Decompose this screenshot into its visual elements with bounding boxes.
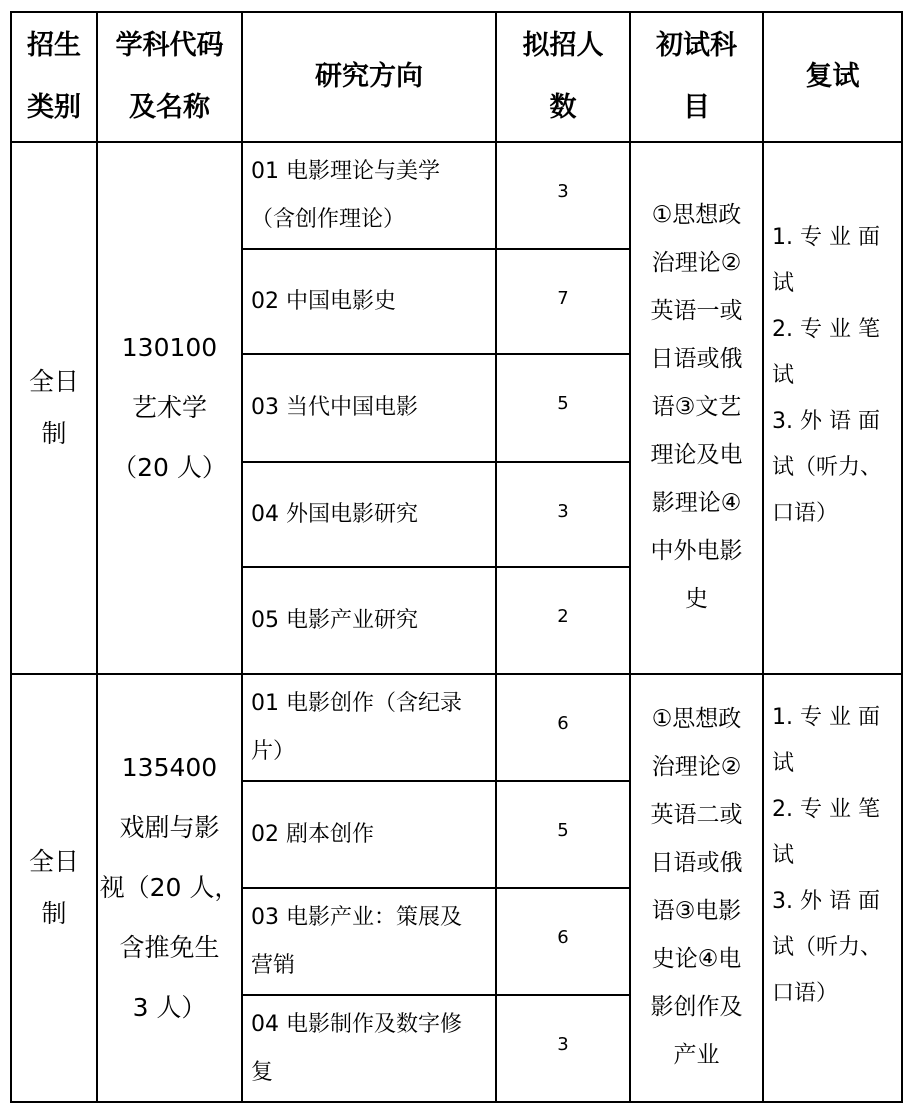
table-row <box>11 142 902 249</box>
direction-cell: 04 外国电影研究 <box>242 462 496 567</box>
exam-subjects-cell: ①思想政 治理论② 英语一或 日语或俄 语③文艺 理论及电 影理论④ 中外电影 史 <box>630 142 763 674</box>
code-name-cell: 135400 戏剧与影 视（20 人， 含推免生 3 人） <box>97 674 242 1102</box>
exam-subjects-cell: ①思想政 治理论② 英语二或 日语或俄 语③电影 史论④电 影创作及 产业 <box>630 674 763 1102</box>
header-code-name: 学科代码 及名称 <box>97 12 242 142</box>
quota-cell: 6 <box>496 888 630 995</box>
category-cell: 全日 制 <box>11 674 97 1102</box>
direction-cell: 02 中国电影史 <box>242 249 496 354</box>
quota-cell: 6 <box>496 674 630 781</box>
table-row <box>11 674 902 781</box>
enrollment-table <box>10 11 903 1103</box>
retest-cell: 1. 专 业 面 试 2. 专 业 笔 试 3. 外 语 面 试（听力、 口语） <box>763 142 902 674</box>
header-category: 招生 类别 <box>11 12 97 142</box>
quota-cell: 3 <box>496 462 630 567</box>
direction-cell: 02 剧本创作 <box>242 781 496 888</box>
quota-cell: 2 <box>496 567 630 674</box>
quota-cell: 3 <box>496 142 630 249</box>
code-name-cell: 130100 艺术学 （20 人） <box>97 142 242 674</box>
header-exam: 初试科 目 <box>630 12 763 142</box>
direction-cell: 05 电影产业研究 <box>242 567 496 674</box>
header-quota: 拟招人 数 <box>496 12 630 142</box>
direction-cell: 03 当代中国电影 <box>242 354 496 462</box>
quota-cell: 5 <box>496 354 630 462</box>
quota-cell: 5 <box>496 781 630 888</box>
quota-cell: 7 <box>496 249 630 354</box>
retest-cell: 1. 专 业 面 试 2. 专 业 笔 试 3. 外 语 面 试（听力、 口语） <box>763 674 902 1102</box>
quota-cell: 3 <box>496 995 630 1102</box>
category-cell: 全日 制 <box>11 142 97 674</box>
direction-cell: 01 电影创作（含纪录 片） <box>242 674 496 781</box>
header-retest: 复试 <box>763 12 902 142</box>
direction-cell: 01 电影理论与美学 （含创作理论） <box>242 142 496 249</box>
direction-cell: 03 电影产业：策展及 营销 <box>242 888 496 995</box>
header-row <box>11 12 902 142</box>
direction-cell: 04 电影制作及数字修 复 <box>242 995 496 1102</box>
header-direction: 研究方向 <box>242 12 496 142</box>
